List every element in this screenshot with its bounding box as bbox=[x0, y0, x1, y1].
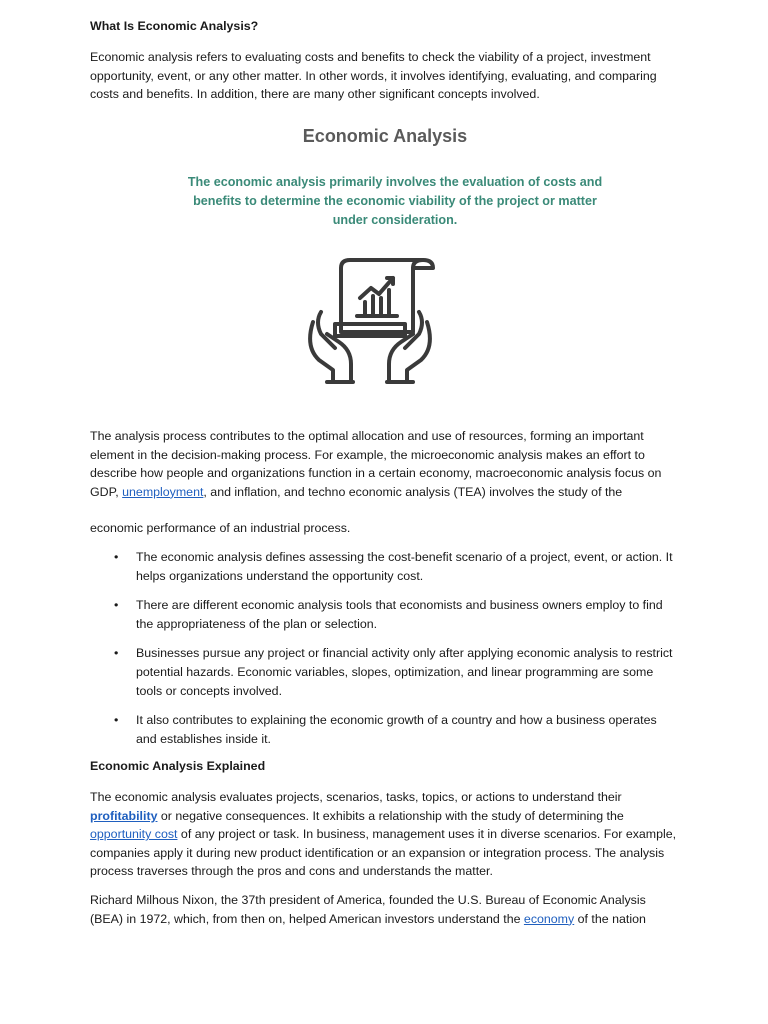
process-text-1: The analysis process contributes to the optimal allocation and use of resources, forming an important element in the decision-making process. For example, the microeconomic analysis makes an effort to describe how people and organizations function in a certain economy, macroeconomic analysis focus on GDP, bbox=[90, 429, 662, 499]
process-text-2: , and inflation, and techno economic analysis (TEA) involves the study of the bbox=[203, 484, 623, 499]
economic-analysis-figure bbox=[180, 118, 610, 408]
nixon-text-1: Richard Milhous Nixon, the 37th president of America, founded the U.S. Bureau of Economic Analysis (BEA) in 1972, which, from then on, helped American investors understand the bbox=[90, 893, 646, 926]
bullet-dot: • bbox=[114, 550, 119, 564]
list-item bbox=[90, 711, 680, 748]
hands-holding-chart-document-icon bbox=[305, 252, 435, 387]
process-paragraph bbox=[90, 427, 680, 501]
list-item bbox=[90, 644, 680, 700]
list-item-text: There are different economic analysis tools that economists and business owners employ to find the appropriateness of the plan or selection. bbox=[136, 598, 663, 631]
bullet-dot: • bbox=[114, 713, 119, 728]
opportunity-cost-link[interactable]: opportunity cost bbox=[90, 827, 178, 842]
nixon-text-2: of the nation bbox=[574, 911, 646, 926]
intro-paragraph: Economic analysis refers to evaluating costs and benefits to check the viability of a project, investment opportunity, event, or any other matter. In other words, it involves identifying, evaluating, and comparing costs and benefits. In addition, there are many other significant concepts involved. bbox=[90, 50, 657, 102]
explained-text-3: of any project or task. In business, management uses it in diverse scenarios. For example, companies apply it during new product identification or an expansion or integration process. The analysis process traverses through the pros and cons and understands the matter. bbox=[90, 827, 677, 879]
explained-text-2: or negative consequences. It exhibits a relationship with the study of determining the bbox=[157, 808, 624, 823]
list-item bbox=[90, 596, 680, 633]
economy-link[interactable]: economy bbox=[523, 911, 575, 926]
heading-what-is-economic-analysis: What Is Economic Analysis? bbox=[90, 19, 259, 33]
list-item-text: Businesses pursue any project or financial activity only after applying economic analysis to restrict potential hazards. Economic variables, slopes, optimization, and linear programming are some tools or concepts involved. bbox=[136, 646, 673, 698]
list-item bbox=[90, 548, 680, 585]
bullet-dot: • bbox=[114, 598, 119, 613]
list-item-text: It also contributes to explaining the economic growth of a country and how a business operates and establishes inside it. bbox=[136, 713, 657, 746]
figure-title: Economic Analysis bbox=[302, 126, 468, 146]
heading-economic-analysis-explained: Economic Analysis Explained bbox=[90, 759, 266, 773]
list-item-text: The economic analysis defines assessing the cost-benefit scenario of a project, event, or action. It helps organizations understand the opportunity cost. bbox=[136, 550, 673, 583]
process-paragraph-continuation: economic performance of an industrial process. bbox=[90, 521, 351, 535]
explained-text-1: The economic analysis evaluates projects, scenarios, tasks, topics, or actions to understand their bbox=[90, 790, 622, 804]
nixon-paragraph bbox=[90, 891, 680, 928]
unemployment-link[interactable]: unemployment bbox=[122, 484, 204, 499]
figure-subtitle: The economic analysis primarily involves the evaluation of costs and benefits to determine the economic viability of the project or matter under consideration. bbox=[187, 175, 603, 227]
explained-paragraph bbox=[90, 788, 680, 881]
key-points-list bbox=[90, 548, 680, 759]
profitability-link[interactable]: profitability bbox=[90, 808, 158, 823]
bullet-dot: • bbox=[114, 646, 119, 661]
